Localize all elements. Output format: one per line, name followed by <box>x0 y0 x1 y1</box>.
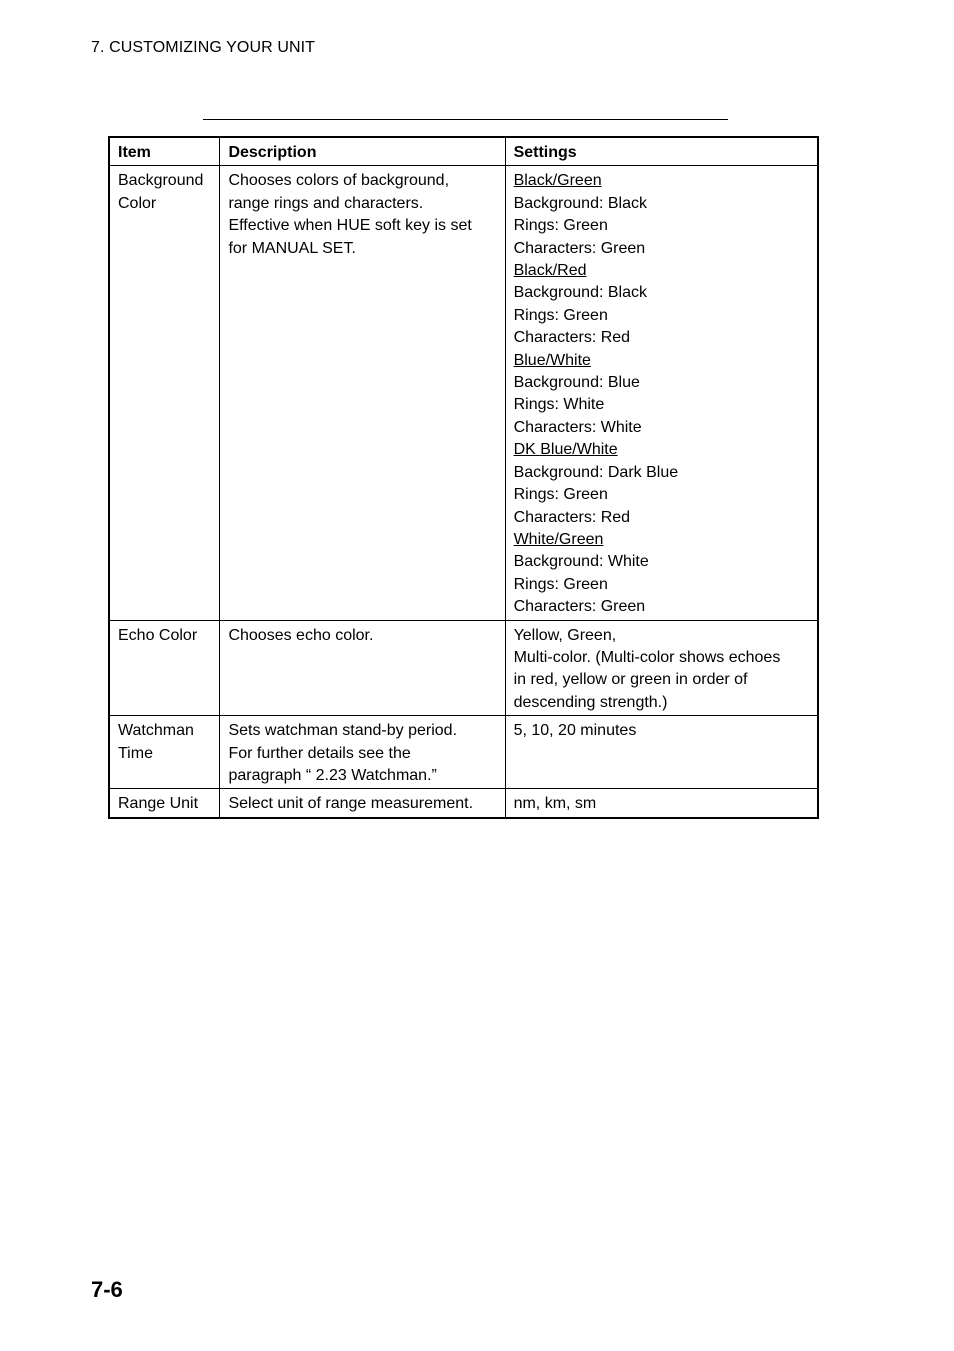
settings-cell <box>505 620 818 716</box>
description-cell <box>220 166 505 620</box>
settings-cell <box>505 716 818 789</box>
title-rule <box>203 119 728 120</box>
column-header-item: Item <box>109 137 220 166</box>
description-text: range rings and characters. <box>228 194 424 212</box>
item-text: Watchman <box>118 722 194 740</box>
option-detail: Background: Dark Blue <box>513 463 679 481</box>
option-detail: Background: Blue <box>513 374 640 392</box>
column-header-settings: Settings <box>505 137 818 166</box>
option-detail: Characters: White <box>513 418 642 436</box>
item-cell <box>109 716 220 789</box>
table-row <box>109 166 818 620</box>
description-text: paragraph “ 2.23 Watchman.” <box>228 766 437 784</box>
settings-text: 5, 10, 20 minutes <box>513 722 637 740</box>
description-text: for MANUAL SET. <box>228 239 356 257</box>
settings-text: Yellow, Green, <box>513 626 617 644</box>
option-name: Black/Red <box>513 262 587 280</box>
item-cell <box>109 789 220 818</box>
settings-text: in red, yellow or green in order of <box>513 671 748 689</box>
option-detail: Background: Black <box>513 194 647 212</box>
table-row <box>109 716 818 789</box>
option-name: DK Blue/White <box>513 441 618 459</box>
item-cell <box>109 166 220 620</box>
option-detail: Characters: Red <box>513 329 631 347</box>
option-detail: Characters: Red <box>513 508 631 526</box>
option-name: Black/Green <box>513 172 602 190</box>
option-detail: Characters: Green <box>513 598 646 616</box>
table-row <box>109 620 818 716</box>
description-text: Chooses colors of background, <box>228 172 450 190</box>
description-cell <box>220 789 505 818</box>
table-row <box>109 789 818 818</box>
description-text: Select unit of range measurement. <box>228 795 474 813</box>
description-text: For further details see the <box>228 744 411 762</box>
item-text: Color <box>118 194 157 212</box>
settings-cell <box>505 166 818 620</box>
option-detail: Characters: Green <box>513 239 646 257</box>
description-cell <box>220 716 505 789</box>
column-header-description: Description <box>220 137 505 166</box>
page-number: 7-6 <box>91 1277 123 1302</box>
description-cell <box>220 620 505 716</box>
item-text: Background <box>118 172 204 190</box>
description-text: Sets watchman stand-by period. <box>228 722 458 740</box>
description-text: Effective when HUE soft key is set <box>228 217 472 235</box>
running-header: 7. CUSTOMIZING YOUR UNIT <box>91 39 316 56</box>
settings-table <box>108 136 819 819</box>
item-cell <box>109 620 220 716</box>
option-detail: Background: Black <box>513 284 647 302</box>
option-detail: Rings: Green <box>513 486 608 504</box>
option-name: Blue/White <box>513 351 591 369</box>
settings-cell <box>505 789 818 818</box>
item-text: Range Unit <box>118 795 199 813</box>
option-detail: Rings: White <box>513 396 605 414</box>
option-name: White/Green <box>513 530 604 548</box>
settings-text: Multi-color. (Multi-color shows echoes <box>513 648 781 666</box>
settings-text: nm, km, sm <box>513 795 597 813</box>
item-text: Echo Color <box>118 626 198 644</box>
description-text: Chooses echo color. <box>228 626 374 644</box>
option-detail: Background: White <box>513 553 649 571</box>
option-detail: Rings: Green <box>513 306 608 324</box>
item-text: Time <box>118 744 153 762</box>
settings-text: descending strength.) <box>513 693 668 711</box>
option-detail: Rings: Green <box>513 575 608 593</box>
table-header-row <box>109 137 818 166</box>
option-detail: Rings: Green <box>513 217 608 235</box>
